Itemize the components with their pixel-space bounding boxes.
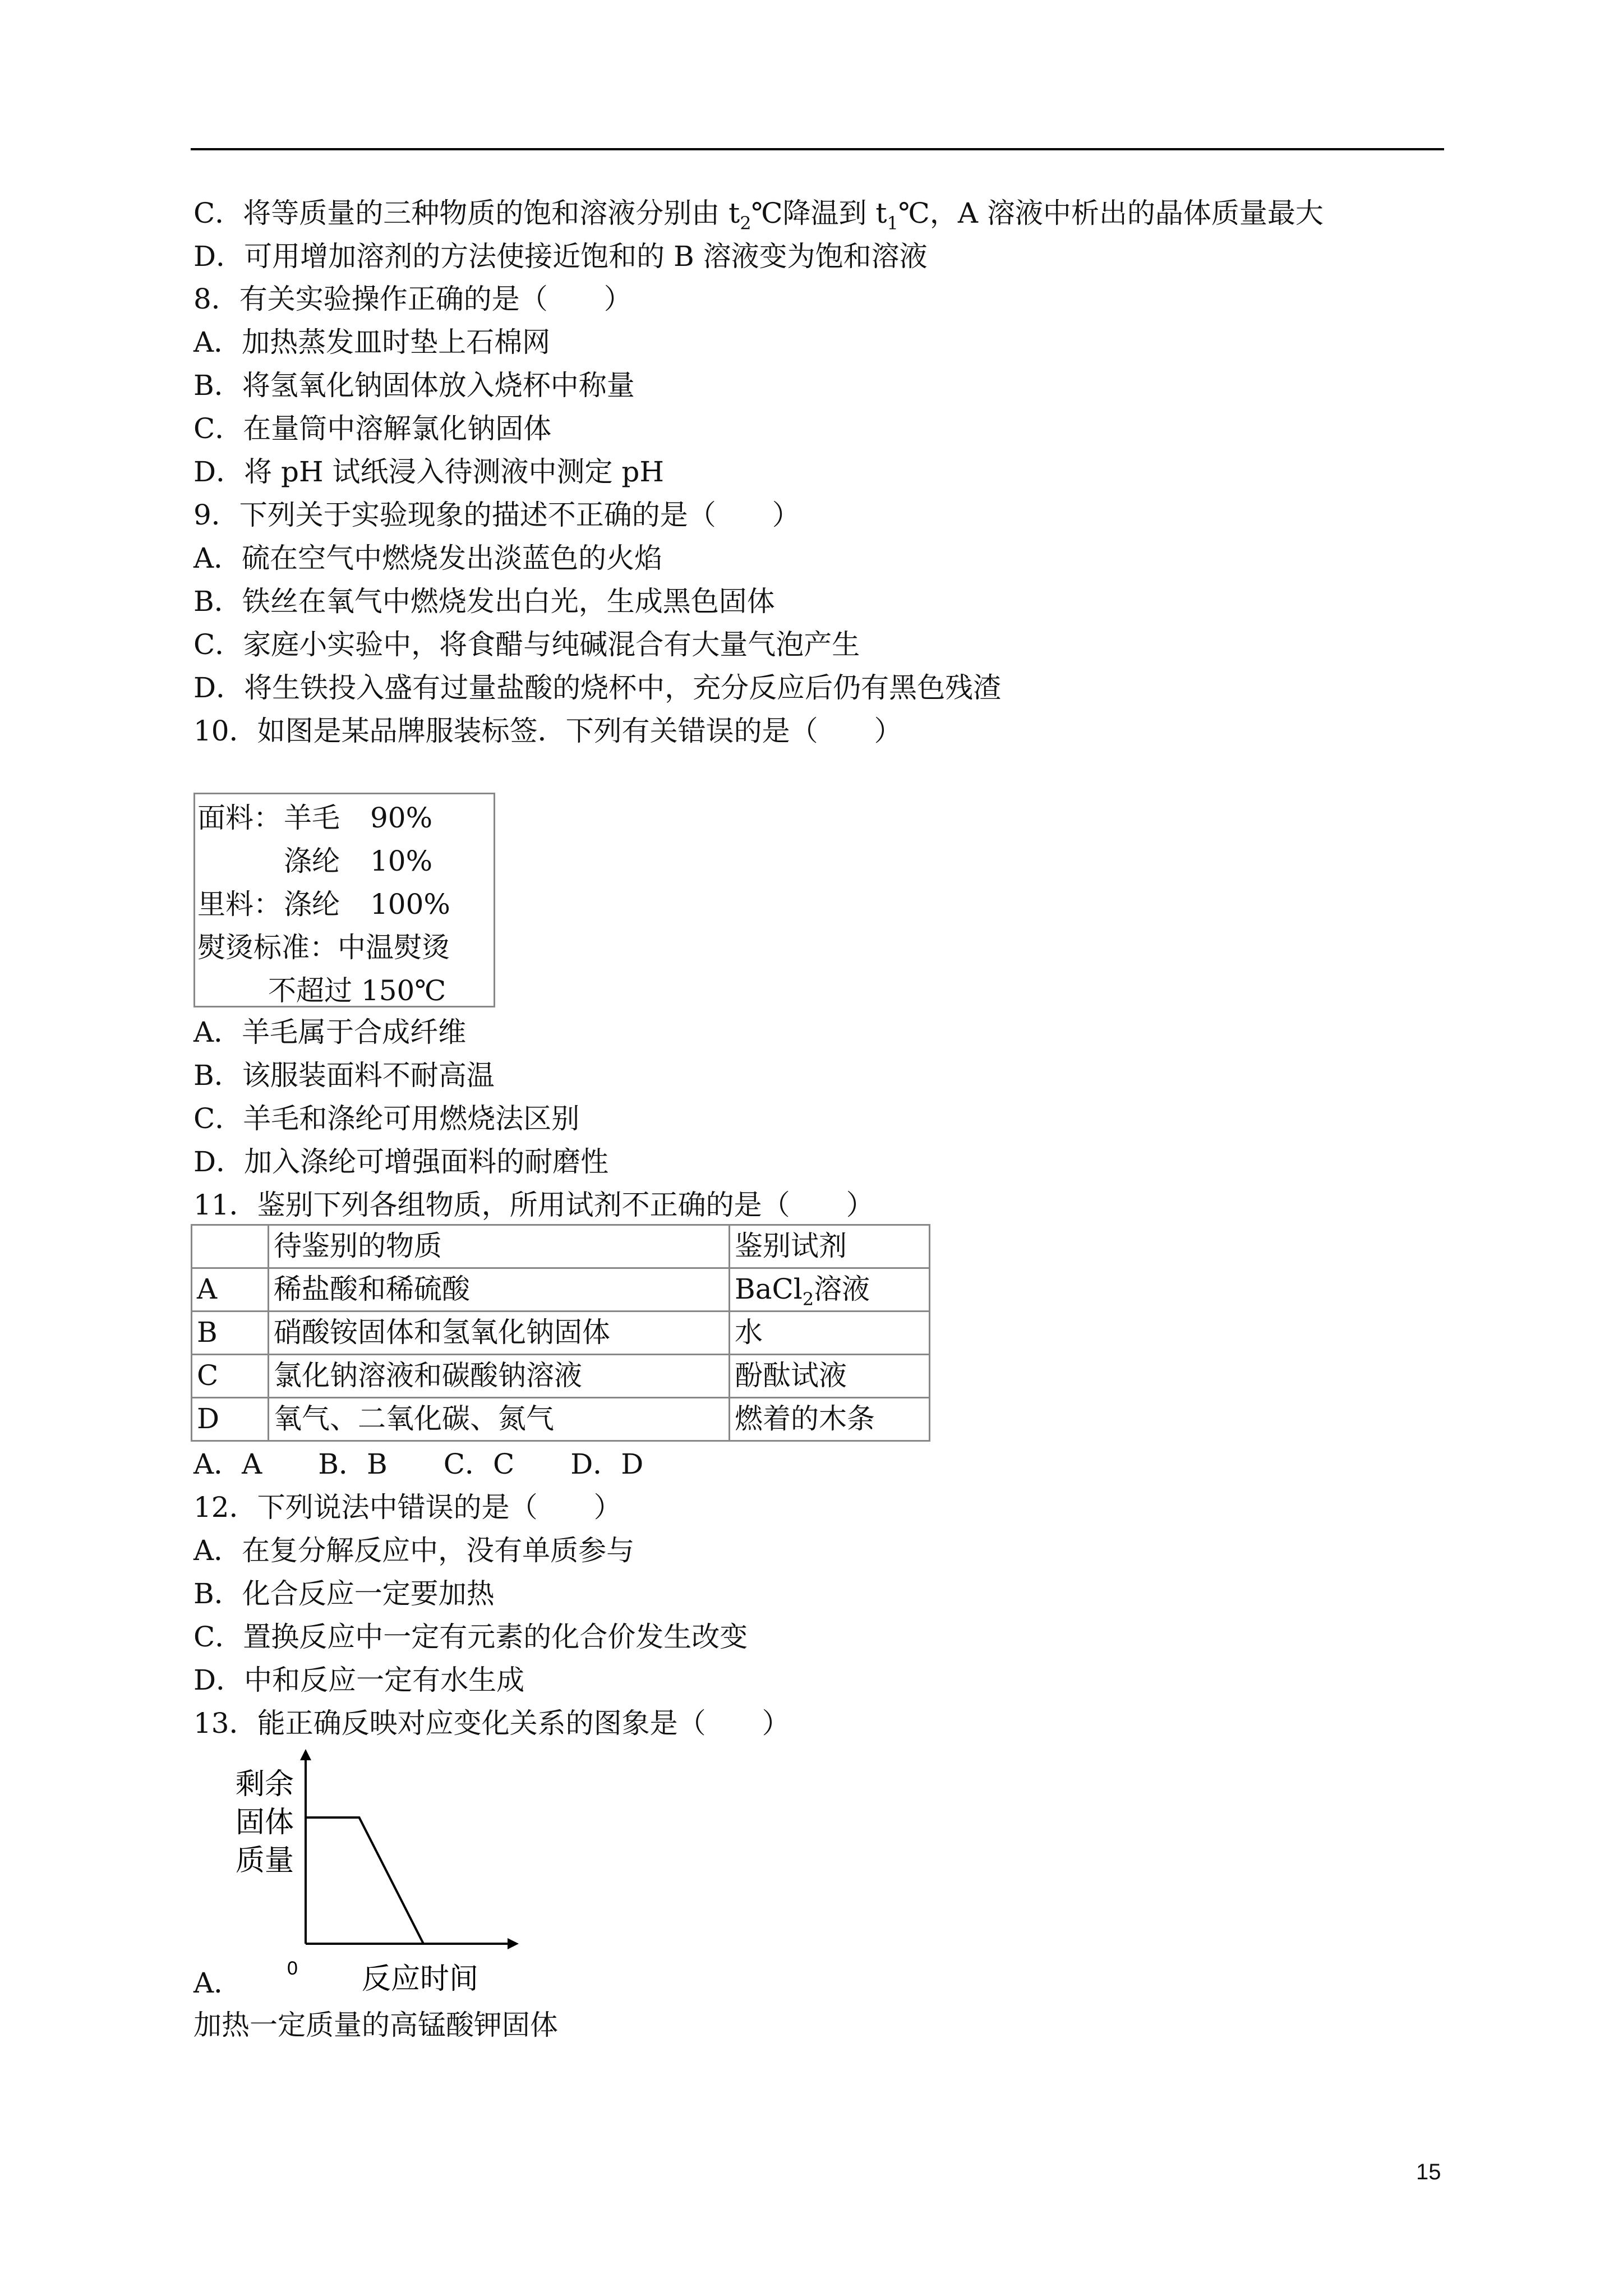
header-rule (191, 148, 1444, 150)
label-ironing-standard: 熨烫标准：中温熨烫 (197, 931, 450, 964)
origin-label: 0 (287, 1958, 298, 1979)
table-cell-reagent: 燃着的木条 (730, 1398, 930, 1441)
table-cell-reagent: 水 (730, 1312, 930, 1355)
q13-stem: 13．能正确反映对应变化关系的图象是（ ） (193, 1707, 790, 1740)
q8-option-b: B．将氢氧化钠固体放入烧杯中称量 (193, 369, 635, 402)
q12-option-d: D．中和反应一定有水生成 (193, 1664, 525, 1696)
x-axis-arrow (508, 1938, 519, 1949)
table-cell-substances: 氯化钠溶液和碳酸钠溶液 (269, 1355, 730, 1398)
q9-stem: 9．下列关于实验现象的描述不正确的是（ ） (193, 499, 800, 531)
label-lining-item: 涤纶 (284, 888, 340, 921)
q11-stem: 11．鉴别下列各组物质，所用试剂不正确的是（ ） (193, 1189, 874, 1221)
q13-option-a-label: A． (193, 1967, 242, 1999)
q9-option-d: D．将生铁投入盛有过量盐酸的烧杯中，充分反应后仍有黑色残渣 (193, 671, 1002, 704)
table-cell-option: B (192, 1312, 269, 1355)
label-fabric-pct2: 10% (370, 845, 433, 877)
table-header-cell (192, 1225, 269, 1268)
table-cell-reagent: 酚酞试液 (730, 1355, 930, 1398)
q11-options: A．A B．B C．C D．D (193, 1448, 644, 1480)
data-line (306, 1818, 423, 1944)
mass-time-graph (236, 1739, 527, 1997)
q7-option-c: C．将等质量的三种物质的饱和溶液分别由 $t_2℃$降温到 $t_1℃$，A 溶液中析出的晶体质量最大 (193, 197, 1324, 234)
table-cell-option: C (192, 1355, 269, 1398)
q10-option-b: B．该服装面料不耐高温 (193, 1059, 495, 1092)
q13-option-a-caption: 加热一定质量的高锰酸钾固体 (193, 2009, 558, 2041)
y-axis-label: 固体 (236, 1806, 294, 1839)
q10-stem: 10．如图是某品牌服装标签．下列有关错误的是（ ） (193, 715, 902, 747)
label-ironing-limit: 不超过 150℃ (268, 974, 446, 1007)
page-number: 15 (1416, 2160, 1441, 2184)
table-row (192, 1268, 930, 1312)
y-axis-label: 质量 (236, 1844, 294, 1877)
table-header-cell: 待鉴别的物质 (269, 1225, 730, 1268)
table-cell-reagent: BaCl$_2$溶液 (730, 1268, 930, 1312)
table-cell-option: A (192, 1268, 269, 1312)
q8-option-d: D．将 pH 试纸浸入待测液中测定 pH (193, 455, 664, 488)
q9-option-c: C．家庭小实验中，将食醋与纯碱混合有大量气泡产生 (193, 628, 860, 661)
q10-option-c: C．羊毛和涤纶可用燃烧法区别 (193, 1102, 580, 1135)
q7-option-d: D．可用增加溶剂的方法使接近饱和的 B 溶液变为饱和溶液 (193, 240, 928, 273)
label-fabric-item2: 涤纶 (284, 845, 340, 877)
label-fabric-key: 面料： (197, 802, 282, 834)
q10-option-a: A．羊毛属于合成纤维 (193, 1016, 467, 1048)
table-cell-option: D (192, 1398, 269, 1441)
label-fabric-item1: 羊毛 (284, 802, 340, 834)
table-header-row (192, 1225, 930, 1268)
table-row (192, 1312, 930, 1355)
label-fabric-pct1: 90% (370, 802, 433, 834)
q12-stem: 12．下列说法中错误的是（ ） (193, 1491, 622, 1524)
table-row (192, 1355, 930, 1398)
label-lining-pct: 100% (370, 888, 450, 921)
q12-option-c: C．置换反应中一定有元素的化合价发生改变 (193, 1621, 748, 1653)
q12-option-a: A．在复分解反应中，没有单质参与 (193, 1534, 635, 1567)
q9-option-a: A．硫在空气中燃烧发出淡蓝色的火焰 (193, 542, 663, 574)
q9-option-b: B．铁丝在氧气中燃烧发出白光，生成黑色固体 (193, 585, 775, 618)
table-cell-substances: 氧气、二氧化碳、氮气 (269, 1398, 730, 1441)
label-lining-key: 里料： (197, 888, 282, 921)
table-row (192, 1398, 930, 1441)
table-cell-substances: 硝酸铵固体和氢氧化钠固体 (269, 1312, 730, 1355)
y-axis-label: 剩余 (236, 1768, 294, 1801)
q8-option-c: C．在量筒中溶解氯化钠固体 (193, 412, 552, 445)
reagent-table (191, 1224, 930, 1442)
q8-stem: 8．有关实验操作正确的是（ ） (193, 283, 632, 315)
x-axis-label: 反应时间 (362, 1963, 479, 1995)
clothing-label (193, 793, 495, 1007)
q8-option-a: A．加热蒸发皿时垫上石棉网 (193, 326, 551, 358)
table-cell-substances: 稀盐酸和稀硫酸 (269, 1268, 730, 1312)
y-axis-arrow (300, 1749, 311, 1760)
q10-option-d: D．加入涤纶可增强面料的耐磨性 (193, 1145, 609, 1178)
table-header-cell: 鉴别试剂 (730, 1225, 930, 1268)
q12-option-b: B．化合反应一定要加热 (193, 1577, 495, 1610)
